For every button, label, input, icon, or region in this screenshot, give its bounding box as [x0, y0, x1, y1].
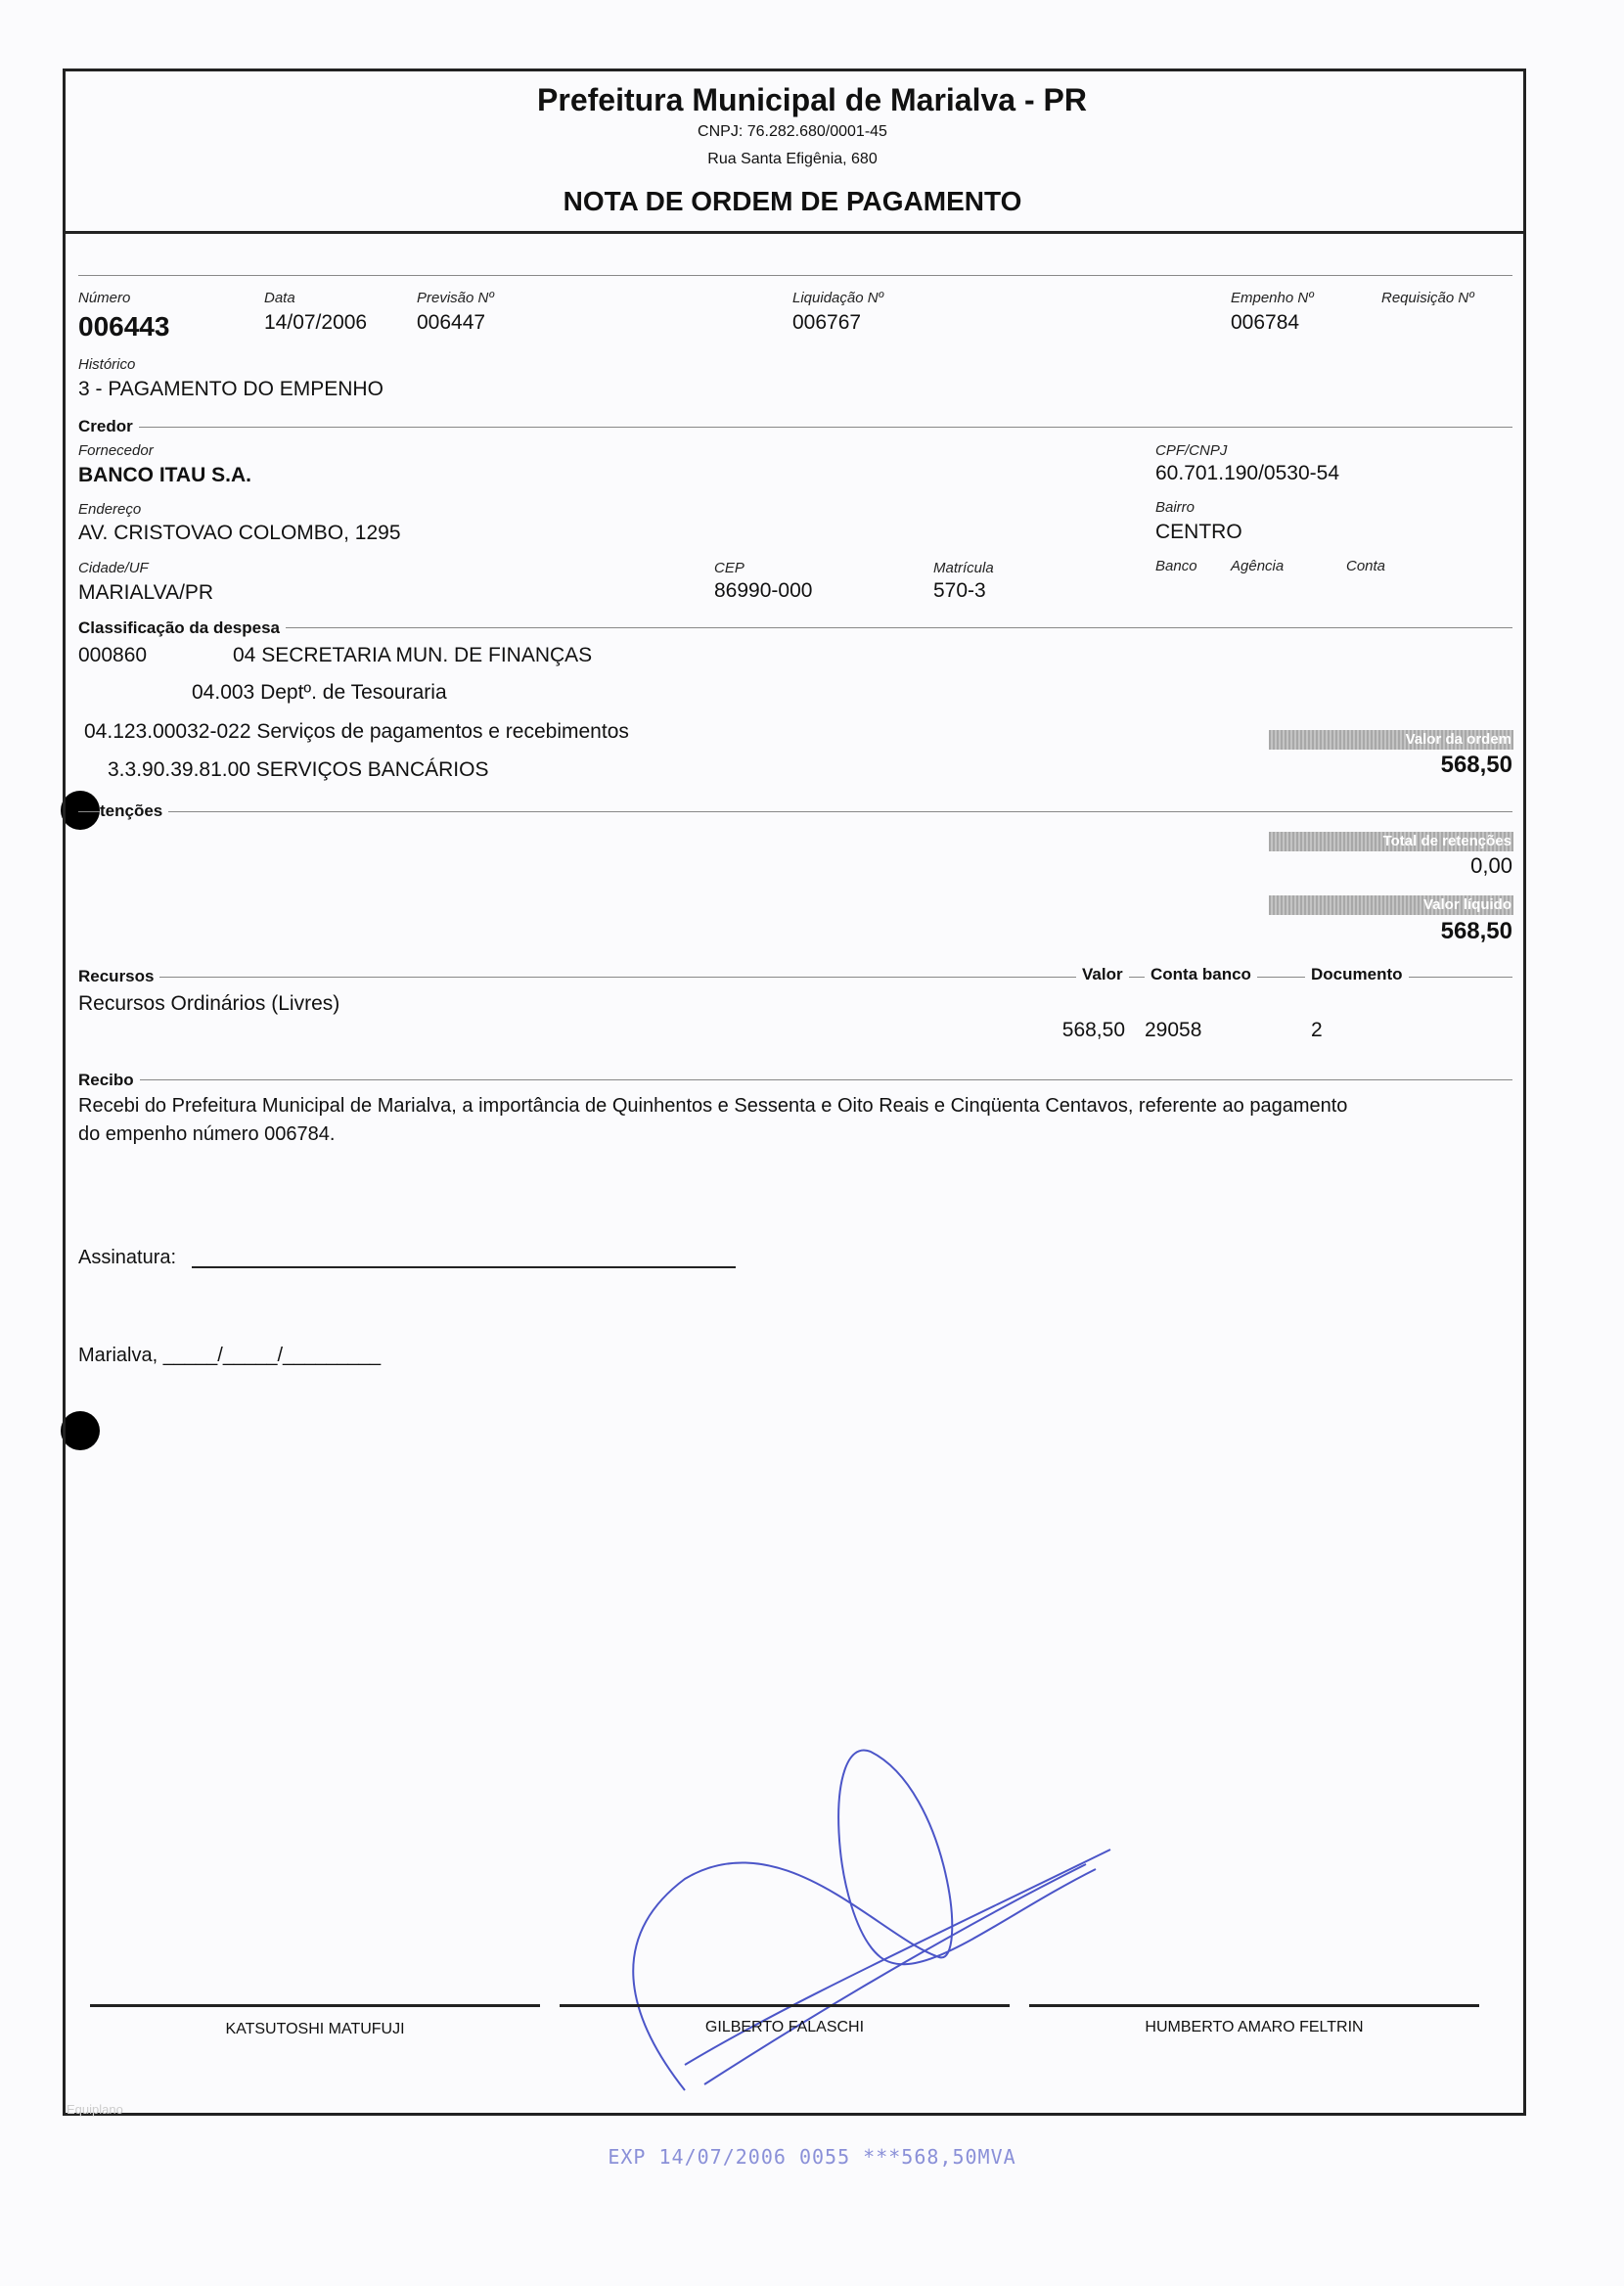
recursos-valor: 568,50: [1061, 1019, 1125, 1041]
bairro-value: CENTRO: [1155, 521, 1242, 543]
historico-value: 3 - PAGAMENTO DO EMPENHO: [78, 378, 383, 400]
valor-liquido-label: Valor líquido: [1269, 895, 1513, 915]
empenho-value: 006784: [1231, 311, 1300, 334]
classificacao-section-title: Classificação da despesa: [78, 618, 286, 638]
recursos-descricao: Recursos Ordinários (Livres): [78, 992, 340, 1015]
header-divider: [63, 231, 1526, 234]
agencia-label: Agência: [1231, 558, 1285, 574]
recursos-conta: 29058: [1145, 1019, 1202, 1041]
recursos-conta-header: Conta banco: [1145, 965, 1257, 984]
valor-da-ordem-label: Valor da ordem: [1269, 730, 1513, 750]
matricula-value: 570-3: [933, 579, 986, 602]
liquidacao-label: Liquidação Nº: [792, 290, 884, 306]
banco-label: Banco: [1155, 558, 1197, 574]
requisicao-label: Requisição Nº: [1381, 290, 1474, 306]
signature-line-3: [1029, 2004, 1479, 2007]
assinatura-label: Assinatura:: [78, 1247, 177, 1268]
recibo-text-line-2: do empenho número 006784.: [78, 1123, 336, 1145]
cnpj-line: CNPJ: 76.282.680/0001-45: [698, 123, 887, 140]
fornecedor-value: BANCO ITAU S.A.: [78, 464, 251, 486]
municipality-title: Prefeitura Municipal de Marialva - PR: [537, 82, 1087, 117]
retencoes-section-title: tenções: [100, 801, 168, 821]
conta-label: Conta: [1346, 558, 1386, 574]
cep-label: CEP: [714, 560, 744, 576]
unidade-value: 04.003 Deptº. de Tesouraria: [192, 681, 447, 704]
historico-label: Histórico: [78, 356, 136, 373]
empenho-label: Empenho Nº: [1231, 290, 1314, 306]
previsao-label: Previsão Nº: [417, 290, 494, 306]
valor-liquido-value: 568,50: [1440, 918, 1512, 944]
numero-label: Número: [78, 290, 131, 306]
liquidacao-value: 006767: [792, 311, 862, 334]
total-retencoes-value: 0,00: [1470, 853, 1512, 878]
signature-line-1: [90, 2004, 540, 2007]
signatory-3: HUMBERTO AMARO FELTRIN: [1145, 2019, 1364, 2035]
data-value: 14/07/2006: [264, 311, 368, 334]
recibo-divider: [78, 1079, 1512, 1080]
payment-order-document: [63, 69, 1526, 2116]
cep-value: 86990-000: [714, 579, 813, 602]
bank-authentication-stamp: EXP 14/07/2006 0055 ***568,50MVA: [608, 2145, 1016, 2169]
recibo-section-title: Recibo: [78, 1071, 140, 1090]
numero-value: 006443: [78, 311, 170, 342]
bairro-label: Bairro: [1155, 499, 1195, 516]
address-line: Rua Santa Efigênia, 680: [707, 151, 878, 167]
signature-line-2: [560, 2004, 1010, 2007]
local-date-line: Marialva, _____/_____/_________: [78, 1345, 382, 1366]
data-label: Data: [264, 290, 295, 306]
document-title: NOTA DE ORDEM DE PAGAMENTO: [563, 186, 1022, 216]
classificacao-code: 000860: [78, 644, 148, 666]
signatory-1: KATSUTOSHI MATUFUJI: [225, 2021, 405, 2037]
recursos-valor-header: Valor: [1076, 965, 1129, 984]
fornecedor-label: Fornecedor: [78, 442, 154, 459]
matricula-label: Matrícula: [933, 560, 994, 576]
elemento-value: 3.3.90.39.81.00 SERVIÇOS BANCÁRIOS: [108, 758, 489, 781]
assinatura-line: [192, 1266, 736, 1268]
endereco-value: AV. CRISTOVAO COLOMBO, 1295: [78, 522, 401, 544]
previsao-value: 006447: [417, 311, 486, 334]
orgao-value: 04 SECRETARIA MUN. DE FINANÇAS: [233, 644, 593, 666]
valor-da-ordem-value: 568,50: [1440, 752, 1512, 778]
recursos-divider: [78, 977, 1512, 978]
credor-divider: [78, 427, 1512, 428]
credor-section-title: Credor: [78, 417, 139, 436]
recursos-documento: 2: [1311, 1019, 1323, 1041]
recursos-documento-header: Documento: [1305, 965, 1409, 984]
cidade-label: Cidade/UF: [78, 560, 149, 576]
endereco-label: Endereço: [78, 501, 142, 518]
classificacao-divider: [78, 627, 1512, 628]
recursos-section-title: Recursos: [78, 967, 159, 986]
retencoes-divider: [78, 811, 1512, 812]
recibo-text-line-1: Recebi do Prefeitura Municipal de Marialva, a importância de Quinhentos e Sessenta e Oito Reais e Cinqüenta Centavos, referente ao pagamento: [78, 1095, 1348, 1117]
total-retencoes-label: Total de retenções: [1269, 832, 1513, 851]
ids-top-divider: [78, 275, 1512, 276]
cpf-cnpj-value: 60.701.190/0530-54: [1155, 462, 1340, 484]
cidade-value: MARIALVA/PR: [78, 581, 214, 604]
cpf-cnpj-label: CPF/CNPJ: [1155, 442, 1228, 459]
signatory-2: GILBERTO FALASCHI: [704, 2019, 865, 2035]
programa-value: 04.123.00032-022 Serviços de pagamentos e recebimentos: [84, 720, 629, 743]
software-watermark: Equiplano: [67, 2102, 123, 2117]
